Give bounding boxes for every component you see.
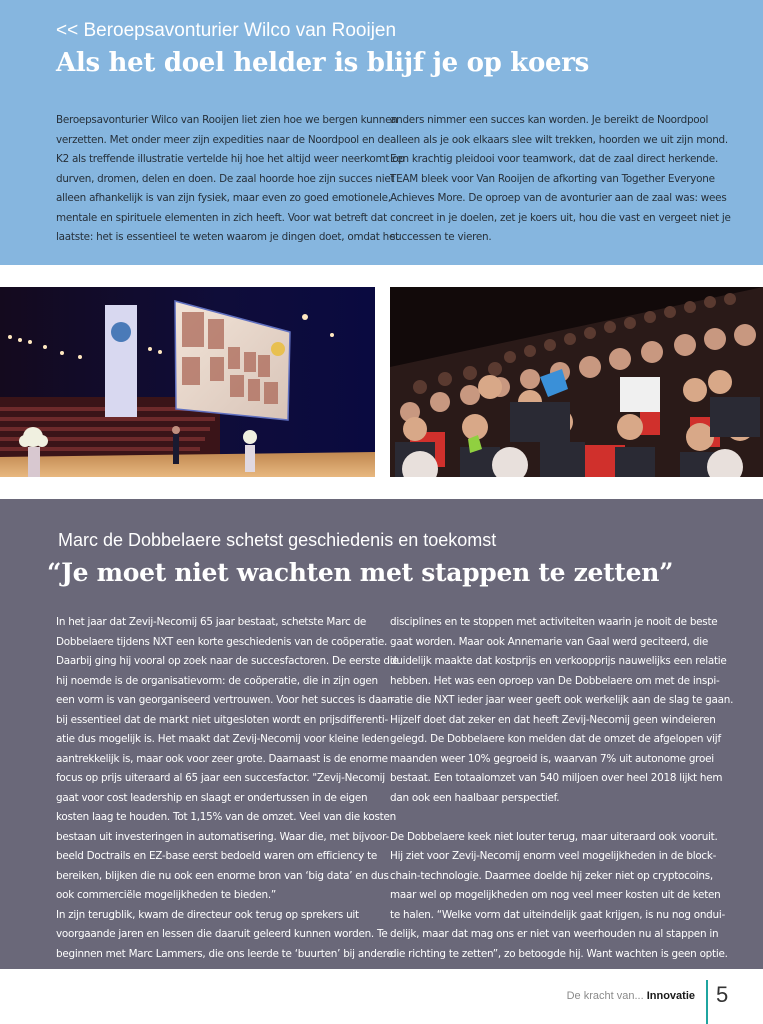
text-line: ratie die NXT ieder jaar weer geeft ook werkelijk aan de slag te gaan. [390,694,734,706]
text-line: die richting te zetten”, zo betoogde hij. Want wachten is geen optie. [390,947,728,960]
footer-section-label [567,990,695,1002]
stage-photo-image [0,287,375,477]
text-line: te halen. “Welke vorm dat uiteindelijk gaat krijgen, is nu nog ondui- [390,908,725,921]
article-wilco-section [0,0,763,265]
footer-divider [706,980,708,1024]
text-line: maanden weer 10% gegroeid is, waarvan 7% uit autonome groei [390,752,714,765]
text-line: duidelijk maakte dat kostprijs en verkoopprijs nauwelijks een relatie [390,655,727,667]
text-line: mentale en spirituele elementen in zich heeft. Voor wat betreft dat [56,211,387,224]
text-line: Dobbelaere tijdens NXT een korte geschiedenis van de coöperatie. [56,635,388,648]
text-line: verzetten. Met onder meer zijn expedities naar de Noordpool en de [56,133,391,146]
text-line: gaat worden. Maar ook Annemarie van Gaal werd geciteerd, die [390,635,709,648]
text-line: Achieves More. De oproep van de avonturier aan de zaal was: wees [390,192,727,204]
article-column-1 [56,613,399,964]
article-headline: Als het doel helder is blijf je op koers [56,48,589,78]
text-line: beeld Doctrails en EZ-base eerst bedoeld waren om efficiency te [56,850,378,862]
article-kicker: Marc de Dobbelaere schetst geschiedenis en toekomst [58,530,497,550]
text-line: hebben. Het was een oproep van De Dobbelaere om met de inspi- [390,674,720,687]
text-line: successen te vieren. [390,231,492,243]
footer-topic: Innovatie [646,990,695,1002]
text-line: aantrekkelijk is, maar ook voor zeer grote. Daarnaast is de enorme [56,752,388,765]
text-line: laatste: het is essentieel te weten waarom je dingen doet, omdat het [56,231,399,243]
article-column-2 [390,613,733,964]
text-line: focus op prijs uiteraard al 65 jaar een succesfactor. "Zevij-Necomij [56,772,385,784]
text-line: In zijn terugblik, kwam de directeur ook terug op sprekers uit [56,908,359,921]
text-line: voorgaande jaren en lessen die daaruit geleerd kunnen worden. Te [56,928,388,940]
text-line: Hij ziet voor Zevij-Necomij enorm veel mogelijkheden in de block- [390,850,717,862]
text-line: gelegd. De Dobbelaere kon melden dat de omzet de afgelopen vijf [390,733,721,745]
zevij-necomij-banner [105,305,137,417]
article-column-2 [390,111,731,248]
text-line: Een krachtig pleidooi voor teamwork, dat de zaal direct herkende. [390,153,719,165]
text-line: concreet in je doelen, zet je koers uit, hou die vast en vergeet niet je [390,211,731,224]
stage-photo [0,287,375,477]
article-dobbelaere-section [0,499,763,969]
paragraph-gap [390,808,733,828]
speaker-figure [173,434,179,464]
text-line: Beroepsavonturier Wilco van Rooijen liet zien hoe we bergen kunnen [56,114,398,126]
text-line: disciplines en te stoppen met activiteiten waarin je nooit de beste [390,616,718,628]
text-line: atie dus mogelijk is. Het maakt dat Zevij-Necomij voor kleine leden [56,733,390,745]
text-line: Daarbij ging hij vooral op zoek naar de succesfactoren. De eerste die [56,655,399,667]
article-kicker: << Beroepsavonturier Wilco van Rooijen [56,20,397,41]
text-line: beginnen met Marc Lammers, die ons leerde te ‘buurten’ bij andere [56,947,393,960]
text-line: hij noemde is de organisatievorm: de coöperatie, die in zijn ogen [56,674,378,687]
footer-prefix: De kracht van... [566,990,647,1002]
text-line: K2 als treffende illustratie vertelde hij hoe het altijd weer neerkomt op [56,153,405,165]
text-line: anders nimmer een succes kan worden. Je bereikt de Noordpool [390,114,709,126]
page-number: 5 [716,982,729,1007]
article-column-1 [56,111,405,248]
text-line: chain-technologie. Daarmee doelde hij zeker niet op cryptocoins, [390,869,713,882]
text-line: dan ook een haalbaar perspectief. [390,791,560,804]
text-line: bereiken, blijken die nu ook een enorme bron van ‘big data’ en dus [56,869,389,882]
text-line: bij essentieel dat de markt niet uitgesloten wordt en prijsdifferenti- [56,713,389,726]
text-line: alleen als je ook elkaars slee wilt trekken, hoorden we uit zijn mond. [390,133,728,146]
text-line: maar wel op mogelijkheden om nog veel meer kosten uit de keten [390,889,721,901]
text-line: bestaat. Een totaalomzet van 540 miljoen over heel 2018 lijkt hem [390,772,723,784]
text-line: een vorm is van georganiseerd vertrouwen. Voor het succes is daar- [56,694,394,706]
text-line: Hijzelf doet dat zeker en dat heeft Zevij-Necomij geen windeieren [390,713,716,726]
audience-photo-image [390,287,763,477]
text-line: kosten laag te houden. Tot 1,15% van de omzet. Veel van die kosten [56,811,396,823]
text-line: TEAM bleek voor Van Rooijen de afkorting van Together Everyone [390,172,715,185]
text-line: ook commerciële mogelijkheden te bieden.” [56,889,277,901]
text-line: De Dobbelaere keek niet louter terug, maar uiteraard ook vooruit. [390,830,718,843]
text-line: gaat voor cost leadership en slaagt er ondertussen in de eigen [56,791,368,804]
text-line: delijk, maar dat mag ons er niet van weerhouden nu al stappen in [390,928,719,940]
text-line: In het jaar dat Zevij-Necomij 65 jaar bestaat, schetste Marc de [56,616,367,628]
article-headline: “Je moet niet wachten met stappen te zetten” [47,558,674,587]
text-line: durven, dromen, delen en doen. De zaal hoorde hoe zijn succes niet [56,172,395,185]
text-line: bestaan uit investeringen in automatisering. Waar die, met bijvoor- [56,830,389,843]
text-line: alleen afhankelijk is van zijn fysiek, maar even zo goed emotionele, [56,192,391,204]
audience-photo [390,287,763,477]
